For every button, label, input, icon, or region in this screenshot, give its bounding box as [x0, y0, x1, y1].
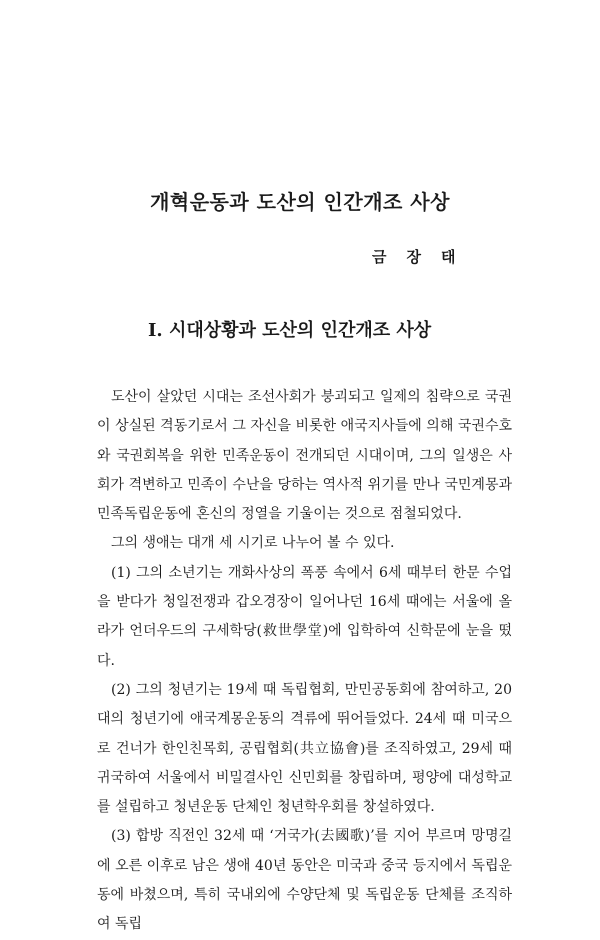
paragraph: (2) 그의 청년기는 19세 때 독립협회, 만민공동회에 참여하고, 20대의 청년기에 애국계몽운동의 격류에 뛰어들었다. 24세 때 미국으로 건너가 한인친목회, 공립협회(共立協會)를 조직하였고, 29세 때 귀국하여 서울에서 비밀결사인 신민회를 창립하며, 평양에 대성학교를 설립하고 청년운동 단체인 청년학우회를 창설하였다. [97, 681, 512, 816]
author-char: 장 [406, 248, 421, 266]
author-name [372, 246, 476, 267]
author-char: 금 [372, 248, 387, 266]
body-text [97, 383, 512, 940]
author-char: 태 [441, 248, 456, 266]
paragraph: (1) 그의 소년기는 개화사상의 폭풍 속에서 6세 때부터 한문 수업을 받다가 청일전쟁과 갑오경장이 일어나던 16세 때에는 서울에 올라가 언더우드의 구세학당(救世學堂)에 입학하여 신학문에 눈을 떴다. [97, 564, 512, 669]
paragraph: (3) 합방 직전인 32세 때 ‘거국가(去國歌)’를 지어 부르며 망명길에 오른 이후로 남은 생애 40년 동안은 미국과 중국 등지에서 독립운동에 바쳤으며, 특히 국내외에 수양단체 및 독립운동 단체를 조직하여 독립 [97, 828, 512, 933]
paragraph: 그의 생애는 대개 세 시기로 나누어 볼 수 있다. [111, 535, 395, 552]
section-heading: Ⅰ. 시대상황과 도산의 인간개조 사상 [148, 320, 432, 341]
article-title: 개혁운동과 도산의 인간개조 사상 [150, 190, 450, 214]
paragraph: 도산이 살았던 시대는 조선사회가 붕괴되고 일제의 침략으로 국권이 상실된 격동기로서 그 자신을 비롯한 애국지사들에 의해 국권수호와 국권회복을 위한 민족운동이 전개되던 시대이며, 그의 일생은 사회가 격변하고 민족이 수난을 당하는 역사적 위기를 만나 국민계몽과 민족독립운동에 혼신의 정열을 기울이는 것으로 점철되었다. [97, 389, 512, 523]
